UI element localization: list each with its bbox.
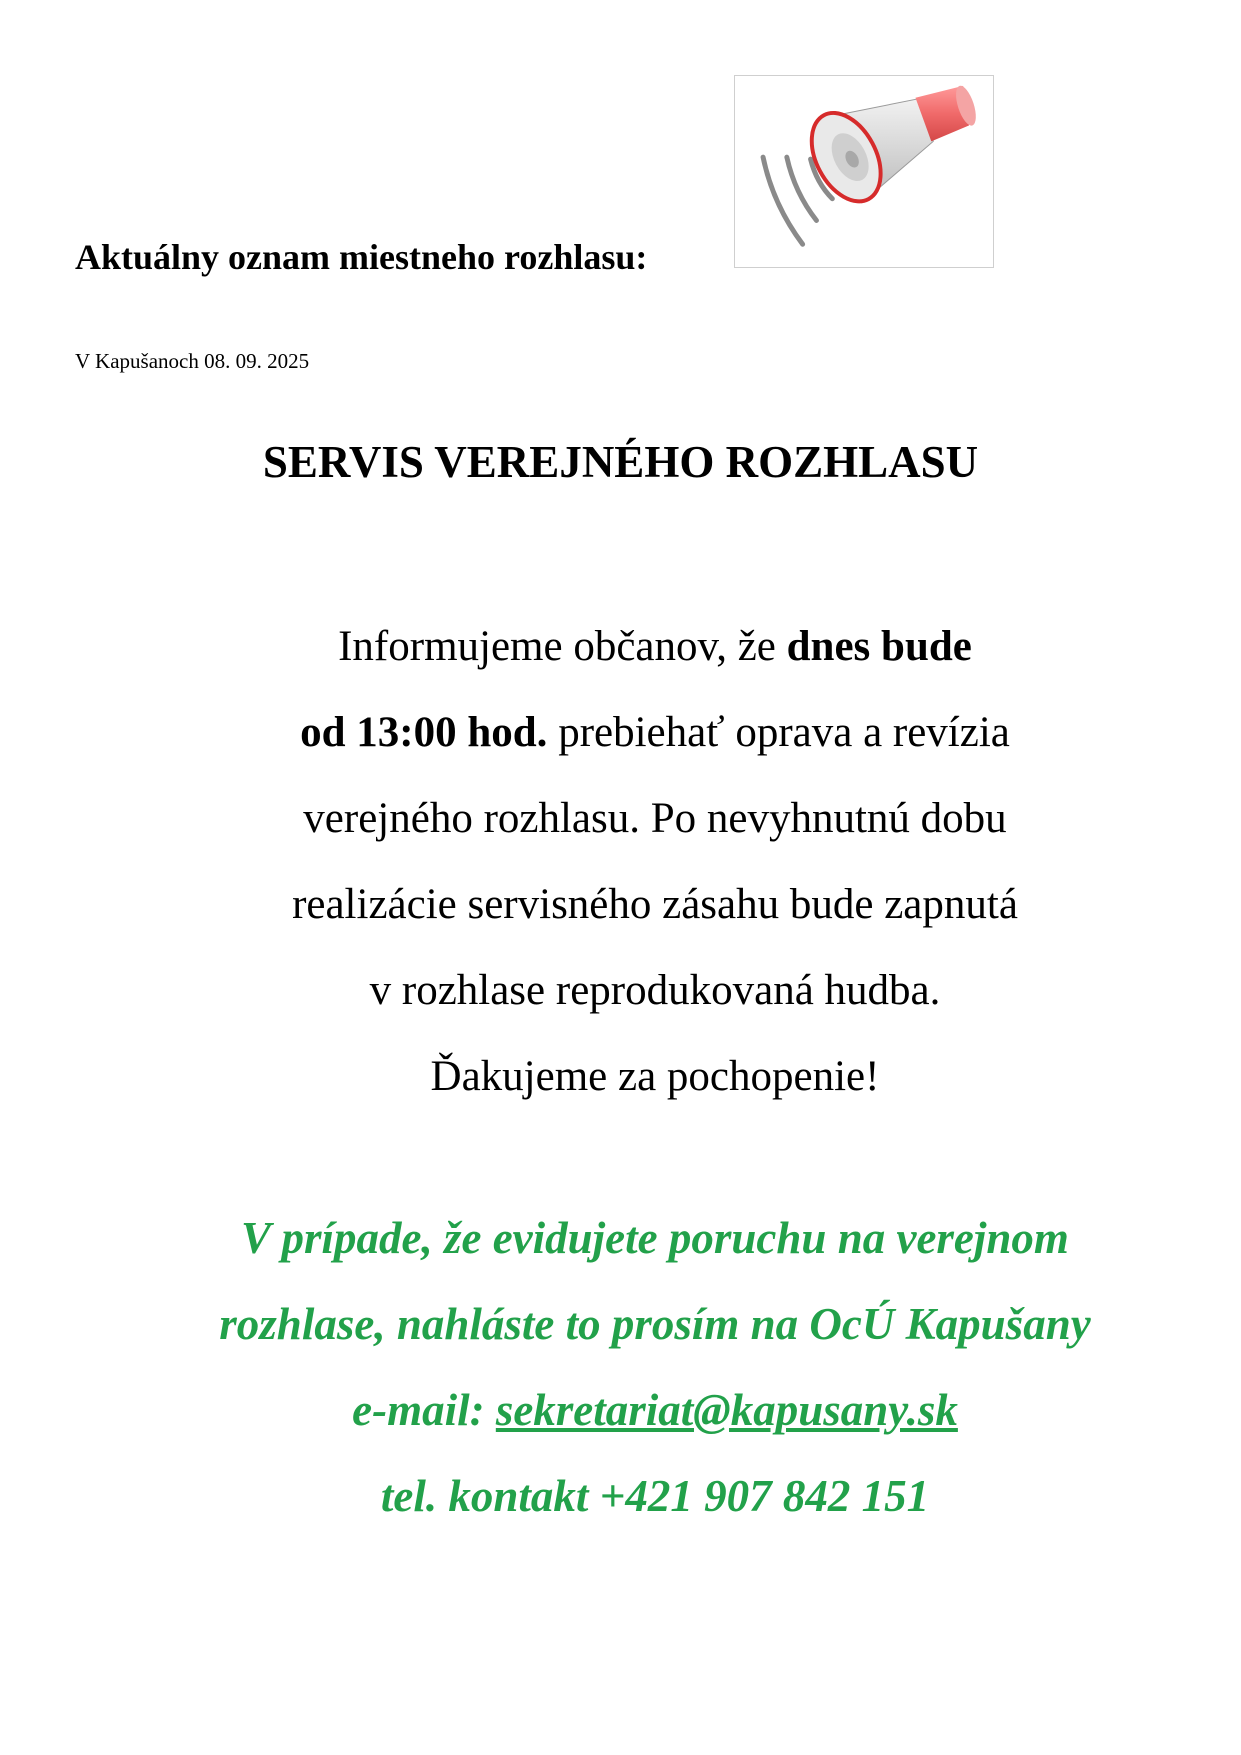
contact-line-1: V prípade, že evidujete poruchu na verejnom	[241, 1213, 1069, 1263]
contact-line-2: rozhlase, nahláste to prosím na OcÚ Kapušany	[219, 1299, 1091, 1349]
announcement-body	[100, 604, 1210, 1120]
body-line-6: Ďakujeme za pochopenie!	[430, 1053, 880, 1100]
megaphone-icon	[735, 76, 993, 267]
body-line-5: v rozhlase reprodukovaná hudba.	[369, 967, 941, 1014]
body-line-2-bold: od 13:00 hod.	[300, 709, 548, 756]
body-line-4: realizácie servisného zásahu bude zapnutá	[292, 881, 1018, 928]
body-line-3: verejného rozhlasu. Po nevyhnutnú dobu	[303, 795, 1007, 842]
megaphone-image	[734, 75, 994, 268]
body-line-1-bold: dnes bude	[786, 623, 972, 670]
body-line-1	[100, 604, 1210, 690]
body-line-2-text: prebiehať oprava a revízia	[547, 709, 1010, 756]
email-label: e-mail:	[352, 1385, 496, 1435]
body-line-1-text: Informujeme občanov, že	[338, 623, 787, 670]
contact-block	[50, 1195, 1241, 1539]
date-line: V Kapušanoch 08. 09. 2025	[75, 349, 310, 373]
page-title: SERVIS VEREJNÉHO ROZHLASU	[262, 437, 979, 487]
notice-heading: Aktuálny oznam miestneho rozhlasu:	[75, 237, 648, 277]
contact-phone: tel. kontakt +421 907 842 151	[380, 1471, 930, 1521]
body-line-2	[100, 690, 1210, 776]
contact-email-line	[50, 1367, 1241, 1453]
email-link[interactable]: sekretariat@kapusany.sk	[495, 1385, 958, 1435]
